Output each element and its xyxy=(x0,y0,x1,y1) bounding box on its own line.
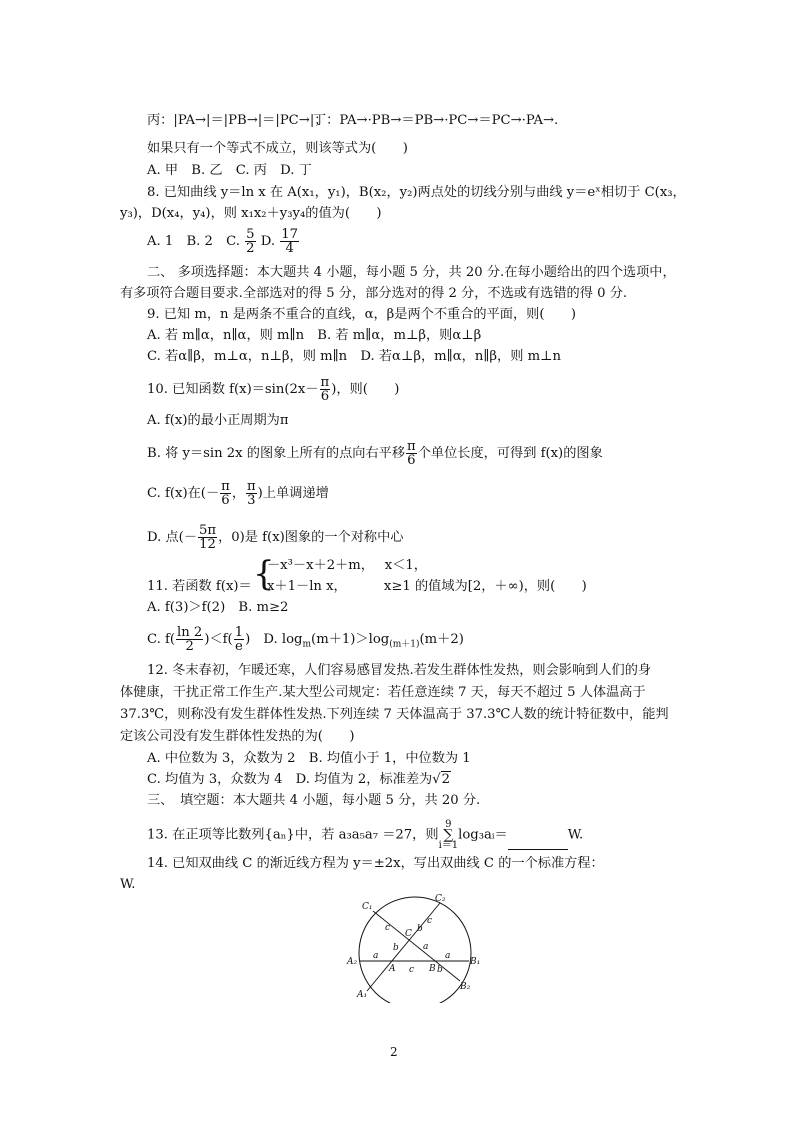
q14-line2: W. xyxy=(120,877,136,892)
label-B: B xyxy=(429,964,436,974)
q11-cd: C. f( $\frac{\ln 2}{2}$ )＜f( $\frac{1}{e}$ ) D. $\log_m(m+1)>\log_{(m+1)}(m+2)$ xyxy=(147,625,464,654)
q11-piece1: －x³－x＋2＋m， x＜1， xyxy=(267,558,427,573)
q8-line2: y₃)，D(x₄，y₄)，则 x₁x₂＋y₃y₄的值为( ) xyxy=(120,206,382,221)
q8-frac-c: $\frac{5}{2}$ xyxy=(246,227,255,256)
q12-cd: C. 均值为 3，众数为 4 D. 均值为 2，标准差为√2 xyxy=(147,772,451,787)
q14-line1: 14. 已知双曲线 C 的渐近线方程为 y＝±2x，写出双曲线 C 的一个标准方程： xyxy=(147,856,604,871)
section3: 三、 填空题：本大题共 4 小题，每小题 5 分，共 20 分. xyxy=(147,793,481,808)
q7-stem: 如果只有一个等式不成立，则该等式为( ) xyxy=(147,141,408,156)
q8-line1: 8. 已知曲线 y＝ln x 在 A(x₁，y₁)，B(x₂，y₂)两点处的切线分别与曲线 y＝eˣ相切于 C(x₃， xyxy=(147,185,686,200)
label-c-right: c xyxy=(427,916,433,926)
label-b-right: b xyxy=(437,965,443,975)
q10-c: C. f(x)在(－ $\frac{\pi}{6}$ ， $\frac{\pi}{3}$ )上单调递增 xyxy=(147,479,329,508)
q13-answer-blank[interactable] xyxy=(508,835,568,850)
q8-opt-d: D. xyxy=(260,234,276,249)
q12-line3: 37.3℃，则称没有发生群体性发热.下列连续 7 天体温高于 37.3℃人数的统计特征数中，能判 xyxy=(120,707,669,722)
q12-line2: 体健康，干扰正常工作生产.某大型公司规定：若任意连续 7 天，每天不超过 5 人体温高于 xyxy=(120,685,646,700)
label-a-left: a xyxy=(373,951,379,961)
q13: 13. 在正项等比数列{aₙ}中，若 a₃a₅a₇ ＝27，则9 ∑ i＝1log₃aᵢ＝ W. xyxy=(147,819,584,851)
label-c-bottom: c xyxy=(409,965,415,975)
section2-line2: 有多项符合题目要求.全部选对的得 5 分，部分选对的得 2 分，不选或有选错的得 0 分. xyxy=(120,286,628,301)
page-number: 2 xyxy=(390,1045,398,1059)
q7-ding: 丁：PA→·PB→＝PB→·PC→＝PC→·PA→. xyxy=(313,113,559,128)
q10-stem: 10. 已知函数 f(x)＝sin(2x－ $\frac{\pi}{6}$ )，则( ) xyxy=(147,375,400,404)
label-B2: B₂ xyxy=(460,982,471,992)
q12-ab: A. 中位数为 3，众数为 2 B. 均值小于 1，中位数为 1 xyxy=(147,751,471,766)
q7-bing: 丙：|PA→|＝|PB→|＝|PC→|； xyxy=(147,113,328,128)
q8-options xyxy=(147,228,300,255)
q10-b: B. 将 y＝sin 2x 的图象上所有的点向右平移 $\frac{\pi}{6}$ 个单位长度，可得到 f(x)的图象 xyxy=(147,439,603,468)
label-b-left: b xyxy=(393,943,399,953)
q12-line4: 定该公司没有发生群体性发热的为( ) xyxy=(120,729,355,744)
label-b-top: b xyxy=(417,924,423,934)
label-C: C xyxy=(405,929,412,939)
label-A1: A₁ xyxy=(357,990,368,1000)
q9-cd: C. 若α∥β，m⊥α，n⊥β，则 m∥n D. 若α⊥β，m∥α，n∥β，则 m⊥n xyxy=(147,349,562,364)
q12-line1: 12. 冬末春初，乍暖还寒，人们容易感冒发热.若发生群体性发热，则会影响到人们的身 xyxy=(147,663,652,678)
section2-line1: 二、 多项选择题：本大题共 4 小题，每小题 5 分，共 20 分.在每小题给出的四个选项中， xyxy=(147,265,676,280)
label-C1: C₁ xyxy=(362,902,373,912)
label-a-right: a xyxy=(445,951,451,961)
q9-ab: A. 若 m∥α，n∥α，则 m∥n B. 若 m∥α，m⊥β，则α⊥β xyxy=(147,328,482,343)
q11-stem: 11. 若函数 f(x)＝ xyxy=(147,579,252,594)
q11-ab: A. f(3)＞f(2) B. m≥2 xyxy=(147,600,289,615)
label-a-mid: a xyxy=(423,942,429,952)
q8-frac-d: $\frac{17}{4}$ xyxy=(281,227,299,256)
label-A: A xyxy=(389,964,396,974)
circle-figure xyxy=(345,893,485,1003)
q7-options: A. 甲 B. 乙 C. 丙 D. 丁 xyxy=(147,163,312,178)
label-A2: A₂ xyxy=(347,957,358,967)
q11-piece2: x＋1－ln x， x≥1 的值域为[2，＋∞)，则( ) xyxy=(267,579,587,594)
label-C2: C₂ xyxy=(435,894,446,904)
label-c-left: c xyxy=(385,923,391,933)
q9-stem: 9. 已知 m，n 是两条不重合的直线，α，β是两个不重合的平面，则( ) xyxy=(147,307,577,322)
q11-brace: { xyxy=(253,554,275,594)
q10-d: D. 点(－ $\frac{5\pi}{12}$ ，0)是 f(x)图象的一个对称中心 xyxy=(147,523,404,552)
label-B1: B₁ xyxy=(470,957,481,967)
q8-opt-ab: A. 1 B. 2 C. xyxy=(147,234,240,249)
q10-a: A. f(x)的最小正周期为π xyxy=(147,413,289,428)
